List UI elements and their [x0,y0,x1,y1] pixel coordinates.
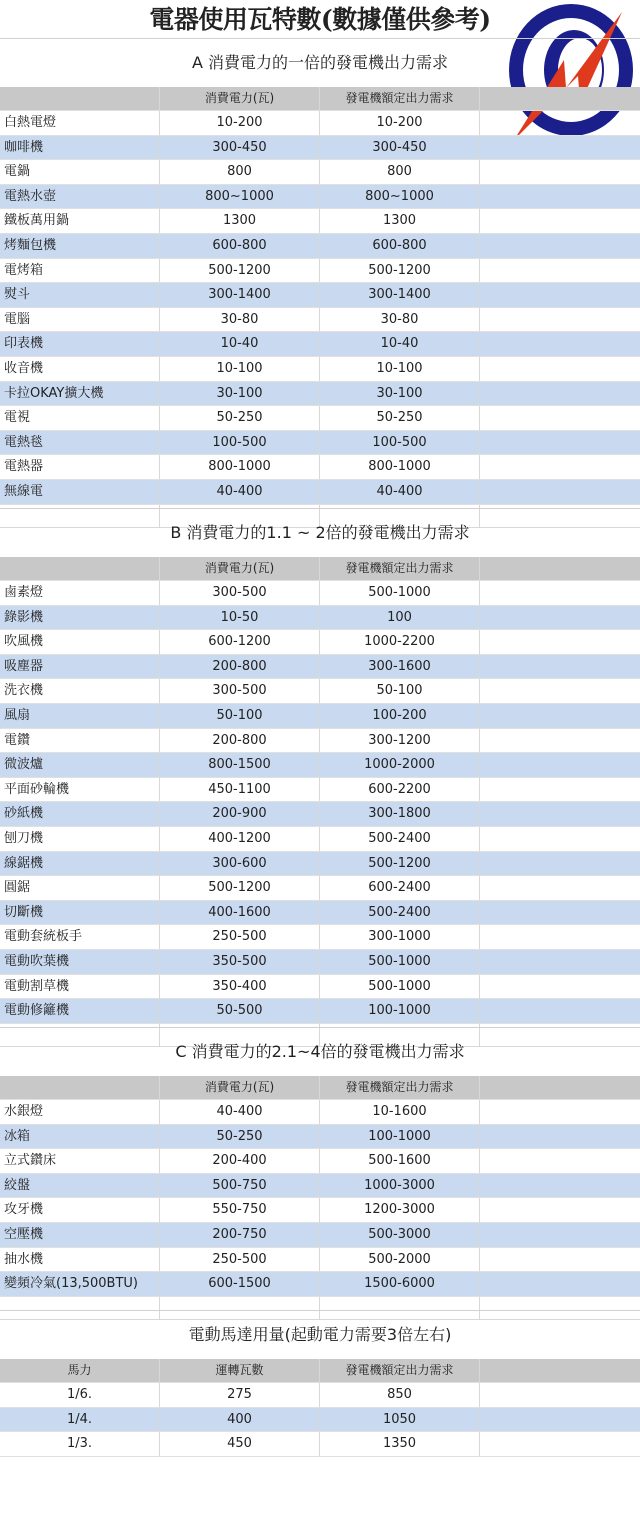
table-cell: 風扇 [0,704,160,728]
table-cell: 鹵素燈 [0,581,160,605]
table-cell [480,406,640,430]
table-row [0,925,640,950]
table-cell: 電烤箱 [0,259,160,283]
table-row [0,431,640,456]
table-cell: 電動吹葉機 [0,950,160,974]
table-cell: 電鑽 [0,729,160,753]
table-cell: 10-40 [320,332,480,356]
table-cell: 印表機 [0,332,160,356]
table-cell: 100-1000 [320,999,480,1023]
table-cell [0,1076,160,1099]
table-cell [480,1383,640,1407]
table-row [0,753,640,778]
table-cell: 電動割草機 [0,975,160,999]
table-cell: 10-50 [160,606,320,630]
table-cell: 550-750 [160,1198,320,1222]
table-cell: 收音機 [0,357,160,381]
table-row [0,455,640,480]
table-cell: 電鍋 [0,160,160,184]
table-row [0,606,640,631]
table-cell: 消費電力(瓦) [160,87,320,110]
table-cell [480,455,640,479]
table-cell: 切斷機 [0,901,160,925]
table-cell [480,655,640,679]
table-cell [0,557,160,580]
table-cell: 絞盤 [0,1174,160,1198]
table-cell: 電熱水壺 [0,185,160,209]
table-cell: 40-400 [160,480,320,504]
table-cell [480,1432,640,1456]
table-cell: 1000-2200 [320,630,480,654]
table-row [0,1174,640,1199]
table-cell: 600-1200 [160,630,320,654]
table-cell: 1000-3000 [320,1174,480,1198]
table-cell: 卡拉OKAY擴大機 [0,382,160,406]
table-row [0,357,640,382]
table-cell [480,209,640,233]
table-cell [480,136,640,160]
table-cell: 800-1000 [320,455,480,479]
table-row [0,406,640,431]
table-cell [480,901,640,925]
table-cell [480,234,640,258]
table-cell [480,557,640,580]
table-row [0,1223,640,1248]
table-cell [480,729,640,753]
table-cell [480,827,640,851]
table-cell [480,581,640,605]
table-cell: 10-40 [160,332,320,356]
table-row [0,185,640,210]
table-cell [480,1408,640,1432]
table-row [0,1248,640,1273]
table-row [0,283,640,308]
table-cell: 800 [320,160,480,184]
table-cell: 消費電力(瓦) [160,557,320,580]
table-row [0,704,640,729]
table-cell: 100-500 [160,431,320,455]
table-cell: 10-200 [160,111,320,135]
table-row [0,999,640,1024]
table-cell [480,606,640,630]
table-cell: 10-1600 [320,1100,480,1124]
table-cell: 發電機額定出力需求 [320,87,480,110]
section-heading: C 消費電力的2.1~4倍的發電機出力需求 [0,1027,640,1076]
table-cell [480,630,640,654]
table-row [0,778,640,803]
table-cell: 洗衣機 [0,679,160,703]
table-cell [480,975,640,999]
table-cell: 10-100 [160,357,320,381]
table-cell: 1200-3000 [320,1198,480,1222]
table-cell [480,1223,640,1247]
table-cell: 50-250 [160,1125,320,1149]
table-cell: 發電機額定出力需求 [320,557,480,580]
table-section-0 [0,38,640,528]
table-cell [480,185,640,209]
table-cell: 烤麵包機 [0,234,160,258]
table-cell: 變頻冷氣(13,500BTU) [0,1272,160,1296]
table-cell: 500-1200 [320,852,480,876]
table-cell: 1000-2000 [320,753,480,777]
table-cell [480,480,640,504]
table-row [0,630,640,655]
table-cell [480,431,640,455]
table-cell: 400-1600 [160,901,320,925]
table-cell: 線鋸機 [0,852,160,876]
table-row [0,1125,640,1150]
table-cell [480,308,640,332]
table-cell: 吹風機 [0,630,160,654]
table-cell: 1050 [320,1408,480,1432]
table-cell: 10-200 [320,111,480,135]
table-cell: 500-1200 [160,876,320,900]
table-cell: 1/4. [0,1408,160,1432]
table-cell [0,87,160,110]
table-row [0,1100,640,1125]
table-cell: 100-500 [320,431,480,455]
table-cell [480,852,640,876]
table-cell: 運轉瓦數 [160,1359,320,1382]
table-cell: 30-80 [320,308,480,332]
table-cell: 300-1800 [320,802,480,826]
table-cell: 馬力 [0,1359,160,1382]
table-cell [480,111,640,135]
table-cell: 600-2400 [320,876,480,900]
table-cell: 1300 [160,209,320,233]
table-cell: 50-100 [160,704,320,728]
table-cell: 600-800 [320,234,480,258]
table-cell [480,925,640,949]
table-cell: 電熱毯 [0,431,160,455]
table-row [0,581,640,606]
table-cell: 水銀燈 [0,1100,160,1124]
table-cell [480,679,640,703]
table-cell [480,160,640,184]
table-cell: 850 [320,1383,480,1407]
table-cell: 300-1000 [320,925,480,949]
table-row [0,1272,640,1297]
table-row [0,1149,640,1174]
table-row [0,679,640,704]
table-cell: 鐵板萬用鍋 [0,209,160,233]
table-row [0,729,640,754]
table-cell [480,1359,640,1382]
table-header-row [0,557,640,581]
table-cell: 吸塵器 [0,655,160,679]
table-cell: 200-800 [160,729,320,753]
table-cell: 1/3. [0,1432,160,1456]
table-cell: 10-100 [320,357,480,381]
table-row [0,950,640,975]
table-cell: 600-800 [160,234,320,258]
table-cell: 抽水機 [0,1248,160,1272]
table-cell: 500-1000 [320,581,480,605]
table-cell: 30-100 [160,382,320,406]
table-cell: 發電機額定出力需求 [320,1359,480,1382]
table-cell: 300-450 [320,136,480,160]
table-cell: 500-2400 [320,827,480,851]
table-row [0,160,640,185]
table-cell: 450-1100 [160,778,320,802]
table-row [0,876,640,901]
table-cell [480,1100,640,1124]
table-cell: 500-1000 [320,975,480,999]
table-cell: 電動套統板手 [0,925,160,949]
table-cell: 1350 [320,1432,480,1456]
table-cell: 800 [160,160,320,184]
table-row [0,382,640,407]
table-row [0,259,640,284]
table-cell: 250-500 [160,1248,320,1272]
table-row [0,901,640,926]
table-cell: 50-250 [160,406,320,430]
table-cell: 500-1600 [320,1149,480,1173]
table-section-1 [0,508,640,1047]
table-cell [480,1125,640,1149]
section-heading: B 消費電力的1.1 ~ 2倍的發電機出力需求 [0,508,640,557]
table-cell [480,1272,640,1296]
table-row [0,209,640,234]
table-cell [480,87,640,110]
table-cell: 500-750 [160,1174,320,1198]
table-header-row [0,1359,640,1383]
table-cell: 300-600 [160,852,320,876]
table-cell: 500-3000 [320,1223,480,1247]
table-cell: 300-450 [160,136,320,160]
table-cell: 微波爐 [0,753,160,777]
table-cell: 消費電力(瓦) [160,1076,320,1099]
table-cell [480,753,640,777]
table-row [0,1383,640,1408]
table-cell: 發電機額定出力需求 [320,1076,480,1099]
table-cell: 白熱電燈 [0,111,160,135]
table-cell: 砂紙機 [0,802,160,826]
table-cell: 電視 [0,406,160,430]
table-row [0,1432,640,1457]
table-cell [480,802,640,826]
table-cell: 500-1200 [320,259,480,283]
table-cell: 1500-6000 [320,1272,480,1296]
table-cell: 800~1000 [160,185,320,209]
table-cell: 300-500 [160,679,320,703]
section-heading: 電動馬達用量(起動電力需要3倍左右) [0,1310,640,1359]
table-row [0,480,640,505]
table-cell [480,283,640,307]
table-cell: 200-900 [160,802,320,826]
table-cell [480,1248,640,1272]
table-cell: 450 [160,1432,320,1456]
table-cell [480,382,640,406]
table-cell: 400-1200 [160,827,320,851]
table-row [0,1408,640,1433]
table-cell: 200-800 [160,655,320,679]
table-cell: 電動修籬機 [0,999,160,1023]
table-row [0,802,640,827]
table-cell [480,357,640,381]
table-cell: 275 [160,1383,320,1407]
table-cell: 刨刀機 [0,827,160,851]
table-cell: 電腦 [0,308,160,332]
table-cell: 350-500 [160,950,320,974]
table-cell: 100 [320,606,480,630]
table-cell: 200-750 [160,1223,320,1247]
table-cell: 350-400 [160,975,320,999]
table-row [0,332,640,357]
table-cell [480,1174,640,1198]
table-row [0,1198,640,1223]
table-row [0,234,640,259]
table-cell: 空壓機 [0,1223,160,1247]
table-cell: 200-400 [160,1149,320,1173]
table-cell: 無線電 [0,480,160,504]
table-cell: 800~1000 [320,185,480,209]
table-cell: 100-1000 [320,1125,480,1149]
table-row [0,308,640,333]
table-cell [480,332,640,356]
table-row [0,975,640,1000]
page-title: 電器使用瓦特數(數據僅供參考) [149,5,491,34]
table-cell: 1/6. [0,1383,160,1407]
table-cell: 40-400 [160,1100,320,1124]
table-header-row [0,87,640,111]
table-cell: 500-1000 [320,950,480,974]
table-cell [480,876,640,900]
table-cell [480,999,640,1023]
table-row [0,655,640,680]
table-cell: 冰箱 [0,1125,160,1149]
table-cell: 600-1500 [160,1272,320,1296]
table-cell: 400 [160,1408,320,1432]
table-header-row [0,1076,640,1100]
table-cell [480,1198,640,1222]
table-cell: 立式鑽床 [0,1149,160,1173]
table-cell: 40-400 [320,480,480,504]
table-cell: 30-100 [320,382,480,406]
table-cell [480,950,640,974]
table-cell [480,1149,640,1173]
table-section-2 [0,1027,640,1320]
table-row [0,827,640,852]
table-cell: 50-100 [320,679,480,703]
table-row [0,111,640,136]
table-cell: 錄影機 [0,606,160,630]
table-section-3 [0,1310,640,1457]
table-cell: 咖啡機 [0,136,160,160]
table-cell: 100-200 [320,704,480,728]
table-cell: 800-1500 [160,753,320,777]
table-cell: 300-1400 [320,283,480,307]
table-cell: 250-500 [160,925,320,949]
table-cell: 300-1200 [320,729,480,753]
table-row [0,852,640,877]
table-cell: 500-2400 [320,901,480,925]
table-cell: 攻牙機 [0,1198,160,1222]
table-cell [480,778,640,802]
table-cell: 300-1400 [160,283,320,307]
table-cell: 圓鋸 [0,876,160,900]
table-cell [480,704,640,728]
table-cell: 熨斗 [0,283,160,307]
table-cell [480,1076,640,1099]
table-cell: 500-2000 [320,1248,480,1272]
section-heading: A 消費電力的一倍的發電機出力需求 [0,38,640,87]
table-cell: 平面砂輪機 [0,778,160,802]
table-cell: 300-500 [160,581,320,605]
table-cell: 300-1600 [320,655,480,679]
table-cell: 1300 [320,209,480,233]
table-cell: 500-1200 [160,259,320,283]
table-cell: 50-500 [160,999,320,1023]
table-cell: 800-1000 [160,455,320,479]
table-cell: 電熱器 [0,455,160,479]
table-cell: 50-250 [320,406,480,430]
table-row [0,136,640,161]
table-cell: 30-80 [160,308,320,332]
table-cell: 600-2200 [320,778,480,802]
table-cell [480,259,640,283]
